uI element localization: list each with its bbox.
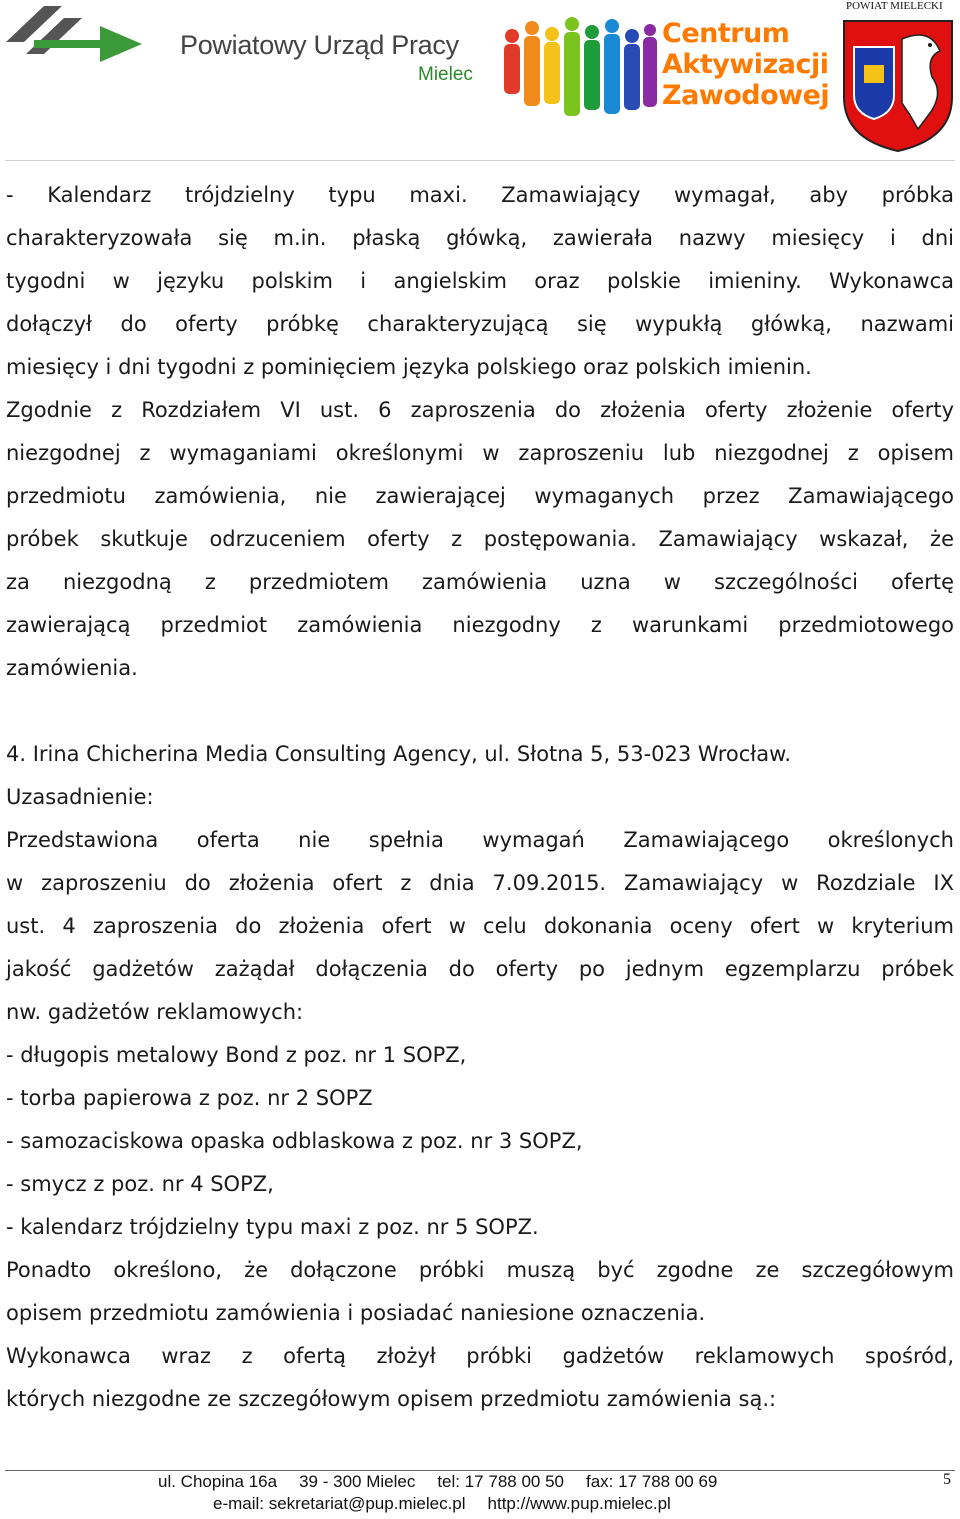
item-4-heading: 4. Irina Chicherina Media Consulting Agency, ul. Słotna 5, 53-023 Wrocław. [6, 742, 792, 766]
list-item: - samozaciskowa opaska odblaskowa z poz. nr 3 SOPZ, [6, 1129, 583, 1153]
caz-logo-text [662, 18, 830, 111]
list-item: - kalendarz trójdzielny typu maxi z poz. nr 5 SOPZ. [6, 1215, 539, 1239]
letterhead [0, 0, 960, 150]
list-item: - torba papierowa z poz. nr 2 SOPZ [6, 1086, 373, 1110]
footer-tel: tel: 17 788 00 50 [437, 1472, 564, 1491]
powiat-label: POWIAT MIELECKI [846, 0, 943, 12]
paragraph-line: nw. gadżetów reklamowych: [6, 1000, 304, 1024]
pup-title: Powiatowy Urząd Pracy [180, 30, 459, 60]
paragraph-line: Zgodnie z Rozdziałem VI ust. 6 zaproszenia do złożenia oferty złożenie oferty [6, 398, 954, 422]
footer-address: ul. Chopina 16a [158, 1472, 278, 1491]
page-number: 5 [943, 1471, 951, 1488]
paragraph-line: Przedstawiona oferta nie spełnia wymagań Zamawiającego określonych [6, 828, 954, 852]
paragraph-line: ust. 4 zaproszenia do złożenia ofert w celu dokonania oceny ofert w kryterium [6, 914, 954, 938]
pup-city: Mielec [418, 64, 473, 85]
justification-label: Uzasadnienie: [6, 785, 154, 809]
footer-postal: 39 - 300 Mielec [299, 1472, 416, 1491]
list-item: - smycz z poz. nr 4 SOPZ, [6, 1172, 274, 1196]
footer-email: e-mail: sekretariat@pup.mielec.pl [213, 1494, 466, 1513]
footer-online-line [213, 1494, 693, 1514]
paragraph-line: przedmiotu zamówienia, nie zawierającej wymaganych przez Zamawiającego [6, 484, 954, 508]
pup-logo-icon [4, 2, 154, 70]
paragraph-line: próbek skutkuje odrzuceniem oferty z postępowania. Zamawiający wskazał, że [6, 527, 954, 551]
paragraph-line: niezgodnej z wymaganiami określonymi w zaproszeniu lub niezgodnej z opisem [6, 441, 954, 465]
caz-line-1: Centrum [662, 18, 790, 49]
paragraph-line: zawierającą przedmiot zamówienia niezgodny z warunkami przedmiotowego [6, 613, 954, 637]
caz-line-3: Zawodowej [662, 80, 830, 111]
footer-fax: fax: 17 788 00 69 [586, 1472, 718, 1491]
paragraph-line: zamówienia. [6, 656, 138, 680]
header-divider [5, 160, 955, 161]
paragraph-line: Wykonawca wraz z ofertą złożył próbki gadżetów reklamowych spośród, [6, 1344, 954, 1368]
paragraph-line: jakość gadżetów zażądał dołączenia do oferty po jednym egzemplarzu próbek [6, 957, 954, 981]
paragraph-line: charakteryzowała się m.in. płaską główką, zawierała nazwy miesięcy i dni [6, 226, 954, 250]
paragraph-line: miesięcy i dni tygodni z pominięciem języka polskiego oraz polskich imienin. [6, 355, 812, 379]
paragraph-line: tygodni w języku polskim i angielskim oraz polskie imieniny. Wykonawca [6, 269, 954, 293]
coat-of-arms-icon [840, 17, 956, 153]
footer-www[interactable]: http://www.pup.mielec.pl [487, 1494, 671, 1513]
footer-contact-line [158, 1472, 739, 1492]
footer-divider [5, 1470, 955, 1471]
caz-line-2: Aktywizacji [662, 49, 829, 80]
paragraph-line: dołączył do oferty próbkę charakteryzującą się wypukłą główką, nazwami [6, 312, 954, 336]
paragraph-line: w zaproszeniu do złożenia ofert z dnia 7.09.2015. Zamawiający w Rozdziale IX [6, 871, 954, 895]
document-body [6, 174, 954, 1421]
paragraph-line: opisem przedmiotu zamówienia i posiadać naniesione oznaczenia. [6, 1301, 706, 1325]
paragraph-line: których niezgodne ze szczegółowym opisem przedmiotu zamówienia są.: [6, 1387, 777, 1411]
list-item: - długopis metalowy Bond z poz. nr 1 SOPZ, [6, 1043, 467, 1067]
paragraph-line: za niezgodną z przedmiotem zamówienia uzna w szczególności ofertę [6, 570, 954, 594]
people-silhouettes-icon [498, 14, 660, 126]
paragraph-line: Ponadto określono, że dołączone próbki muszą być zgodne ze szczegółowym [6, 1258, 954, 1282]
paragraph-line: - Kalendarz trójdzielny typu maxi. Zamawiający wymagał, aby próbka [6, 183, 954, 207]
